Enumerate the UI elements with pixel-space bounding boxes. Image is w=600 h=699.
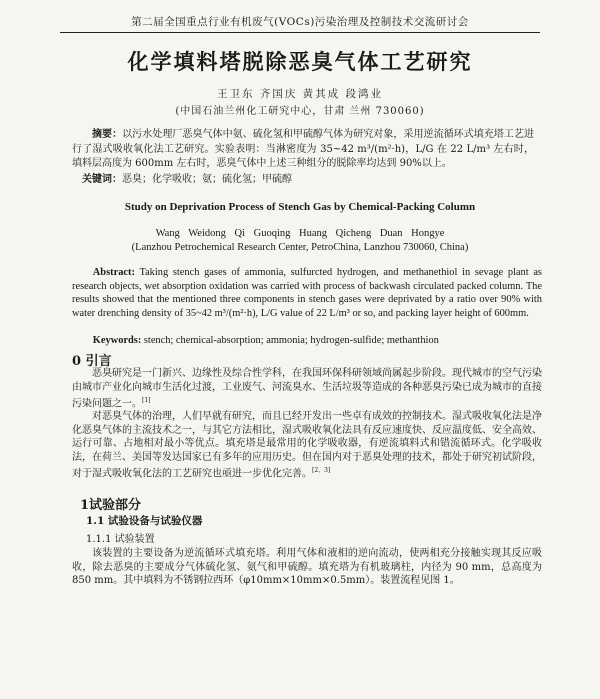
abstract-chinese-text: 以污水处理厂恶臭气体中氨、硫化氢和甲硫醇气体为研究对象，采用逆流循环式填充塔工艺进行了湿式吸收氧化法工艺研究。实验表明：当淋密度为 35~42 m³/(m²·h)，L/G 在 22 L/m³ 左右时，填料层高度为 600mm 左右时，恶臭气体中上述三种组分的脱除率均达到 90%以上。 xyxy=(72,129,535,169)
authors-chinese: 王卫东 齐国庆 黄其成 段鸿业 xyxy=(216,88,383,100)
keywords-chinese-text: 恶臭；化学吸收；氨；硫化氢；甲硫醇 xyxy=(122,174,292,185)
section-experiment-heading: 1试验部分 xyxy=(80,498,142,513)
abstract-english-text: Taking stench gases of ammonia, sulfurcted hydrogen, and methanethiol in sevage plant as research objects, wet absorption oxidation was carried with process of backwash circulated packed column. The results showed that the mentioned three components in stench gases were deprivated by a ratio over 90% with water drenching density of 35~42 m³/(m²·h), L/G value of 22 L/m³ or so, and packing layer height of 600mm. xyxy=(72,267,542,319)
keywords-chinese xyxy=(72,173,534,187)
subsection-equipment-heading: 1.1 试验设备与试验仪器 xyxy=(86,515,203,527)
abstract-chinese xyxy=(72,128,534,172)
keywords-english xyxy=(72,334,542,347)
title-chinese: 化学填料塔脱除恶臭气体工艺研究 xyxy=(127,49,473,74)
keywords-english-text: stench; chemical-absorption; ammonia; hydrogen-sulfide; methanthion xyxy=(143,335,439,346)
abstract-chinese-label: 摘要： xyxy=(92,129,123,140)
keywords-english-label: Keywords: xyxy=(92,335,142,346)
citation-1: [1] xyxy=(142,397,151,404)
affiliation-english: (Lanzhou Petrochemical Research Center, PetroChina, Lanzhou 730060, China) xyxy=(131,242,469,253)
keywords-chinese-label: 关键词： xyxy=(82,174,122,185)
intro-paragraph-1-text: 恶臭研究是一门新兴、边缘性及综合性学科，在我国环保科研领域尚属起步阶段。现代城市的空气污染由城市产业化向城市生活化过渡，工业废气、河流臭水、生活垃圾等造成的各种恶臭污染已成为城市的直接污染问题之一。 xyxy=(72,368,542,410)
experiment-paragraph-1: 该装置的主要设备为逆流循环式填充塔。利用气体和液相的逆向流动，使两相充分接触实现其反应吸收，除去恶臭的主要成分气体硫化氢、氨气和甲硫醇。填充塔为有机玻璃柱，内径为 90 mm，总高度为 850 mm。其中填料为不锈钢拉西环（φ10mm×10mm×0.5mm）。装置流程见图 1。 xyxy=(72,548,542,586)
citation-2-3: [2、3] xyxy=(312,467,331,474)
affiliation-chinese: (中国石油兰州化工研究中心，甘肃 兰州 730060) xyxy=(175,106,425,117)
abstract-english xyxy=(72,266,542,320)
intro-paragraph-2-text: 对恶臭气体的治理，人们早就有研究，而且已经开发出一些卓有成效的控制技术。湿式吸收氧化法是净化恶臭气体的主流技术之一，与其它方法相比，湿式吸收氧化法具有反应速度快、反应温度低、安全高效、运行可靠、占地相对最小等优点。填充塔是最常用的化学吸收器，有逆流填料式和错流循环式。化学吸收法，在荷兰、美国等发达国家已有多年的应用历史。但在国内对于恶臭处理的技术，都处于研究初试阶段，对于湿式吸收氧化法的工艺研究也亟进一步优化完善。 xyxy=(72,411,542,480)
abstract-english-label: Abstract: xyxy=(92,267,135,278)
authors-english: Wang Weidong Qi Guoqing Huang Qicheng Duan Hongye xyxy=(155,228,445,239)
intro-paragraph-2 xyxy=(72,410,542,481)
intro-paragraph-1 xyxy=(72,367,542,411)
subsection-apparatus-heading: 1.1.1 试验装置 xyxy=(86,534,155,545)
title-english: Study on Deprivation Process of Stench Gas by Chemical-Packing Column xyxy=(124,201,476,213)
section-introduction-heading: 0 引言 xyxy=(72,354,112,369)
running-header: 第二届全国重点行业有机废气(VOCs)污染治理及控制技术交流研讨会 xyxy=(60,14,540,33)
